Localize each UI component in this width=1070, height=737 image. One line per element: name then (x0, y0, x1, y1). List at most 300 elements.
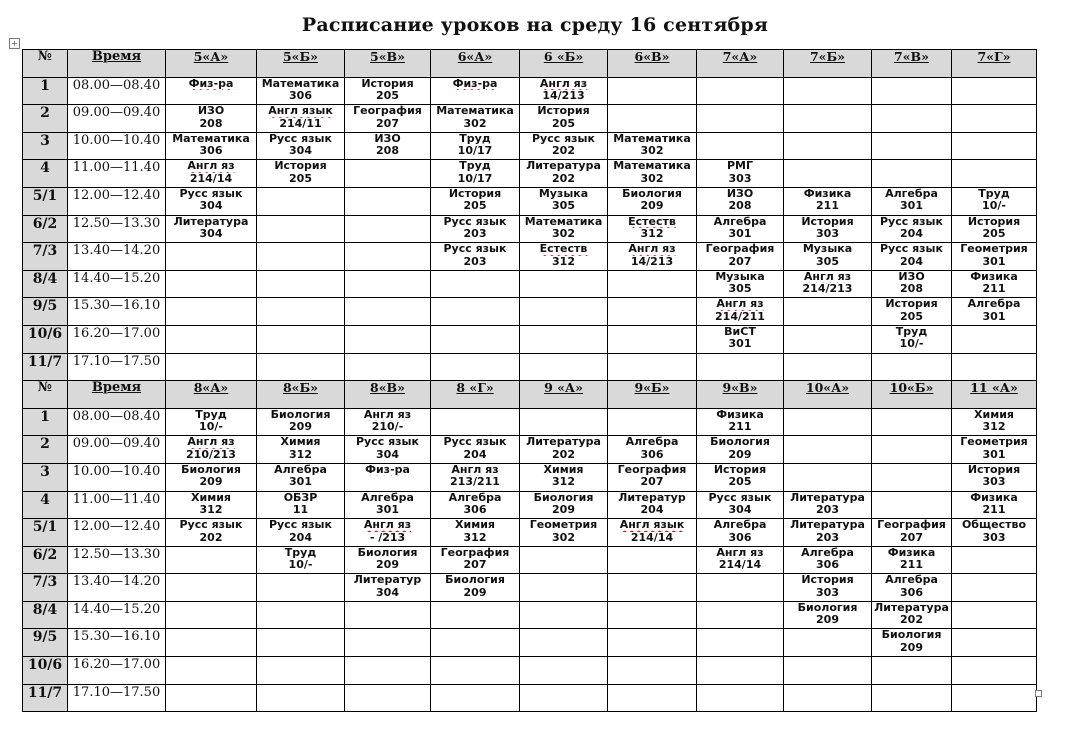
lesson-number: 7/3 (23, 243, 68, 271)
schedule-cell[interactable] (166, 160, 257, 188)
schedule-cell[interactable] (952, 325, 1037, 353)
schedule-cell[interactable] (257, 215, 345, 243)
schedule-cell[interactable] (872, 105, 952, 133)
schedule-cell[interactable] (608, 601, 697, 629)
schedule-cell[interactable] (431, 519, 520, 547)
schedule-cell[interactable] (257, 574, 345, 602)
room-number: 211 (900, 559, 923, 572)
room-number: 312 (463, 531, 487, 544)
schedule-cell[interactable] (784, 601, 872, 629)
class-header: 9 «А» (520, 381, 608, 409)
subject-name: Труд (895, 325, 928, 338)
room-number: 304 (199, 200, 223, 213)
schedule-cell[interactable] (608, 243, 697, 271)
schedule-cell[interactable] (608, 657, 697, 685)
schedule-cell[interactable] (608, 519, 697, 547)
schedule-cell[interactable] (345, 519, 431, 547)
room-number: 207 (728, 255, 752, 268)
schedule-cell[interactable] (520, 187, 608, 215)
schedule-cell[interactable] (952, 187, 1037, 215)
schedule-cell[interactable] (166, 684, 257, 712)
schedule-cell[interactable] (872, 657, 952, 685)
schedule-cell[interactable] (784, 629, 872, 657)
schedule-cell[interactable] (345, 187, 431, 215)
subject-name: Англ яз (716, 546, 764, 559)
table-row (23, 270, 1037, 298)
schedule-cell[interactable] (166, 657, 257, 685)
schedule-cell[interactable] (431, 187, 520, 215)
schedule-cell[interactable] (697, 601, 784, 629)
room-number: 11 (292, 504, 309, 516)
schedule-cell[interactable] (257, 408, 345, 436)
lesson-time: 12.50—13.30 (68, 215, 166, 243)
schedule-cell[interactable] (872, 601, 952, 629)
schedule-cell[interactable] (952, 215, 1037, 243)
schedule-cell[interactable] (872, 215, 952, 243)
subject-name: Математика (261, 77, 340, 90)
room-number: 214/14 (718, 559, 762, 572)
schedule-cell[interactable] (952, 684, 1037, 712)
schedule-cell[interactable] (608, 546, 697, 574)
schedule-cell[interactable] (166, 463, 257, 491)
schedule-cell[interactable] (520, 243, 608, 271)
subject-name: Англ язык (619, 519, 685, 532)
room-number: 312 (199, 504, 223, 516)
schedule-cell[interactable] (166, 270, 257, 298)
schedule-cell[interactable] (784, 105, 872, 133)
room-number: 302 (640, 145, 664, 158)
room-number: 203 (463, 255, 487, 268)
schedule-cell[interactable] (872, 491, 952, 519)
subject-name: Музыка (538, 187, 589, 200)
schedule-cell[interactable] (257, 629, 345, 657)
schedule-cell[interactable] (784, 187, 872, 215)
schedule-cell[interactable] (345, 77, 431, 105)
schedule-cell[interactable] (166, 436, 257, 464)
schedule-cell[interactable] (608, 325, 697, 353)
schedule-cell[interactable] (431, 408, 520, 436)
schedule-cell[interactable] (608, 132, 697, 160)
schedule-cell[interactable] (345, 243, 431, 271)
schedule-cell[interactable] (697, 243, 784, 271)
schedule-cell[interactable] (257, 243, 345, 271)
schedule-cell[interactable] (431, 684, 520, 712)
schedule-cell[interactable] (872, 629, 952, 657)
subject-name: Литература (173, 215, 249, 228)
schedule-cell[interactable] (345, 629, 431, 657)
table-row (23, 463, 1037, 491)
schedule-cell[interactable] (431, 77, 520, 105)
schedule-cell[interactable] (608, 463, 697, 491)
schedule-cell[interactable] (608, 574, 697, 602)
room-number: 312 (552, 255, 575, 268)
schedule-cell[interactable] (166, 601, 257, 629)
schedule-cell[interactable] (345, 684, 431, 712)
schedule-cell[interactable] (520, 353, 608, 381)
schedule-cell[interactable] (431, 105, 520, 133)
schedule-cell[interactable] (257, 270, 345, 298)
schedule-cell[interactable] (345, 132, 431, 160)
schedule-cell[interactable] (952, 519, 1037, 547)
schedule-cell[interactable] (520, 325, 608, 353)
subject-name: Русс язык (532, 132, 595, 145)
subject-name: Алгебра (885, 574, 938, 587)
time-header: Время (68, 50, 166, 78)
schedule-cell[interactable] (520, 574, 608, 602)
schedule-cell[interactable] (257, 436, 345, 464)
schedule-cell[interactable] (952, 629, 1037, 657)
schedule-cell[interactable] (166, 353, 257, 381)
schedule-cell[interactable] (872, 298, 952, 326)
schedule-cell[interactable] (520, 77, 608, 105)
schedule-cell[interactable] (608, 160, 697, 188)
schedule-cell[interactable] (872, 574, 952, 602)
schedule-cell[interactable] (520, 491, 608, 519)
room-number: 208 (728, 200, 752, 213)
schedule-cell[interactable] (697, 160, 784, 188)
schedule-cell[interactable] (872, 325, 952, 353)
schedule-cell[interactable] (784, 77, 872, 105)
schedule-cell[interactable] (520, 684, 608, 712)
schedule-cell[interactable] (872, 546, 952, 574)
schedule-cell[interactable] (697, 436, 784, 464)
schedule-cell[interactable] (697, 574, 784, 602)
room-number: 207 (376, 117, 399, 130)
schedule-cell[interactable] (345, 325, 431, 353)
schedule-cell[interactable] (784, 574, 872, 602)
schedule-cell[interactable] (872, 160, 952, 188)
lesson-number: 4 (23, 160, 68, 188)
schedule-cell[interactable] (952, 243, 1037, 271)
schedule-cell[interactable] (784, 270, 872, 298)
schedule-cell[interactable] (608, 77, 697, 105)
schedule-cell[interactable] (431, 436, 520, 464)
room-number: 10/17 (457, 172, 493, 185)
schedule-cell[interactable] (520, 436, 608, 464)
room-number: 10/17 (457, 145, 493, 158)
schedule-cell[interactable] (257, 77, 345, 105)
schedule-cell[interactable] (608, 491, 697, 519)
table-move-handle-icon[interactable]: + (9, 38, 20, 49)
schedule-cell[interactable] (431, 160, 520, 188)
table-row (23, 187, 1037, 215)
schedule-cell[interactable] (431, 629, 520, 657)
schedule-cell[interactable] (697, 463, 784, 491)
schedule-cell[interactable] (345, 546, 431, 574)
subject-name: Естеств (539, 243, 588, 256)
schedule-cell[interactable] (784, 215, 872, 243)
schedule-cell[interactable] (520, 629, 608, 657)
schedule-cell[interactable] (608, 353, 697, 381)
lesson-time: 12.00—12.40 (68, 187, 166, 215)
schedule-cell[interactable] (257, 519, 345, 547)
schedule-cell[interactable] (697, 132, 784, 160)
class-header: 8«Б» (257, 381, 345, 409)
schedule-cell[interactable] (431, 215, 520, 243)
schedule-cell[interactable] (257, 463, 345, 491)
schedule-cell[interactable] (697, 629, 784, 657)
schedule-cell[interactable] (257, 684, 345, 712)
schedule-cell[interactable] (872, 270, 952, 298)
schedule-cell[interactable] (784, 546, 872, 574)
lesson-time: 15.30—16.10 (68, 298, 166, 326)
lesson-number: 10/6 (23, 657, 68, 685)
schedule-cell[interactable] (952, 408, 1037, 436)
room-number: 214/14 (189, 172, 233, 185)
schedule-cell[interactable] (166, 546, 257, 574)
subject-name: Литератур (618, 491, 686, 504)
schedule-cell[interactable] (608, 684, 697, 712)
schedule-cell[interactable] (608, 105, 697, 133)
room-number: 204 (900, 255, 923, 268)
subject-name: Математика (613, 132, 691, 145)
lesson-time: 17.10—17.50 (68, 684, 166, 712)
lesson-time: 08.00—08.40 (68, 77, 166, 105)
schedule-cell[interactable] (608, 298, 697, 326)
schedule-cell[interactable] (345, 601, 431, 629)
schedule-cell[interactable] (952, 270, 1037, 298)
schedule-cell[interactable] (697, 187, 784, 215)
class-header: 9«В» (697, 381, 784, 409)
subject-name: Музыка (802, 243, 853, 256)
schedule-cell[interactable] (784, 684, 872, 712)
schedule-cell[interactable] (166, 298, 257, 326)
room-number: 305 (552, 200, 575, 213)
subject-name: ВиСТ (724, 325, 756, 338)
schedule-cell[interactable] (872, 463, 952, 491)
schedule-cell[interactable] (784, 353, 872, 381)
schedule-cell[interactable] (166, 77, 257, 105)
schedule-cell[interactable] (257, 657, 345, 685)
subject-name: ИЗО (374, 132, 401, 145)
schedule-cell[interactable] (257, 546, 345, 574)
schedule-cell[interactable] (697, 546, 784, 574)
schedule-cell[interactable] (431, 325, 520, 353)
schedule-cell[interactable] (784, 325, 872, 353)
schedule-cell[interactable] (952, 436, 1037, 464)
schedule-cell[interactable] (952, 601, 1037, 629)
schedule-cell[interactable] (520, 298, 608, 326)
schedule-cell[interactable] (520, 270, 608, 298)
schedule-cell[interactable] (345, 270, 431, 298)
subject-name: Химия (543, 463, 584, 476)
schedule-cell[interactable] (345, 491, 431, 519)
schedule-cell[interactable] (608, 629, 697, 657)
schedule-cell[interactable] (784, 160, 872, 188)
lesson-time: 11.00—11.40 (68, 491, 166, 519)
schedule-cell[interactable] (345, 408, 431, 436)
room-number: 203 (463, 228, 487, 241)
schedule-cell[interactable] (345, 353, 431, 381)
schedule-cell[interactable] (257, 298, 345, 326)
room-number: 205 (289, 172, 312, 185)
room-number: 202 (552, 145, 575, 158)
schedule-cell[interactable] (697, 105, 784, 133)
schedule-cell[interactable] (608, 408, 697, 436)
schedule-cell[interactable] (431, 657, 520, 685)
schedule-cell[interactable] (697, 270, 784, 298)
schedule-cell[interactable] (520, 105, 608, 133)
subject-name: Англ яз (539, 77, 588, 90)
schedule-cell[interactable] (520, 408, 608, 436)
schedule-cell[interactable] (872, 684, 952, 712)
schedule-cell[interactable] (520, 160, 608, 188)
schedule-cell[interactable] (345, 574, 431, 602)
schedule-cell[interactable] (872, 353, 952, 381)
schedule-cell[interactable] (257, 601, 345, 629)
class-header: 11 «А» (952, 381, 1037, 409)
schedule-cell[interactable] (784, 491, 872, 519)
schedule-cell[interactable] (166, 574, 257, 602)
schedule-cell[interactable] (952, 574, 1037, 602)
schedule-cell[interactable] (872, 408, 952, 436)
schedule-cell[interactable] (952, 463, 1037, 491)
subject-name: Алгебра (885, 187, 938, 200)
schedule-cell[interactable] (520, 601, 608, 629)
schedule-cell[interactable] (166, 491, 257, 519)
schedule-cell[interactable] (697, 325, 784, 353)
schedule-cell[interactable] (952, 77, 1037, 105)
subject-name: Англ яз (187, 160, 235, 173)
lesson-time: 09.00—09.40 (68, 105, 166, 133)
schedule-cell[interactable] (345, 215, 431, 243)
schedule-cell[interactable] (872, 243, 952, 271)
schedule-cell[interactable] (345, 160, 431, 188)
schedule-cell[interactable] (697, 491, 784, 519)
schedule-cell[interactable] (872, 77, 952, 105)
schedule-cell[interactable] (345, 436, 431, 464)
schedule-cell[interactable] (431, 574, 520, 602)
table-resize-handle-icon[interactable] (1035, 690, 1042, 697)
schedule-cell[interactable] (166, 243, 257, 271)
schedule-cell[interactable] (257, 160, 345, 188)
schedule-cell[interactable] (520, 215, 608, 243)
schedule-cell[interactable] (345, 105, 431, 133)
subject-name: Геометрия (960, 436, 1028, 449)
subject-name: Англ яз (363, 408, 412, 421)
schedule-cell[interactable] (345, 298, 431, 326)
schedule-cell[interactable] (166, 408, 257, 436)
schedule-cell[interactable] (166, 629, 257, 657)
schedule-cell[interactable] (697, 298, 784, 326)
table-row (23, 243, 1037, 271)
schedule-cell[interactable] (697, 353, 784, 381)
lesson-number: 2 (23, 105, 68, 133)
schedule-cell[interactable] (952, 657, 1037, 685)
schedule-cell[interactable] (697, 77, 784, 105)
schedule-cell[interactable] (608, 187, 697, 215)
schedule-cell[interactable] (784, 298, 872, 326)
class-header: 6«В» (608, 50, 697, 78)
room-number: 204 (900, 228, 923, 241)
schedule-cell[interactable] (431, 353, 520, 381)
schedule-cell[interactable] (520, 519, 608, 547)
schedule-cell[interactable] (952, 298, 1037, 326)
schedule-cell[interactable] (166, 105, 257, 133)
schedule-cell[interactable] (257, 353, 345, 381)
schedule-cell[interactable] (257, 105, 345, 133)
schedule-cell[interactable] (431, 132, 520, 160)
schedule-cell[interactable] (952, 353, 1037, 381)
schedule-cell[interactable] (166, 215, 257, 243)
schedule-cell[interactable] (872, 436, 952, 464)
schedule-cell[interactable] (166, 132, 257, 160)
schedule-cell[interactable] (431, 243, 520, 271)
room-number: 305 (728, 283, 752, 296)
schedule-cell[interactable] (608, 270, 697, 298)
schedule-cell[interactable] (697, 519, 784, 547)
schedule-cell[interactable] (431, 546, 520, 574)
schedule-cell[interactable] (784, 519, 872, 547)
schedule-cell[interactable] (872, 187, 952, 215)
schedule-cell[interactable] (520, 546, 608, 574)
schedule-cell[interactable] (784, 436, 872, 464)
schedule-cell[interactable] (784, 132, 872, 160)
schedule-cell[interactable] (872, 132, 952, 160)
table-row (23, 519, 1037, 547)
schedule-cell[interactable] (608, 436, 697, 464)
schedule-cell[interactable] (697, 657, 784, 685)
schedule-cell[interactable] (431, 463, 520, 491)
lesson-number: 4 (23, 491, 68, 519)
schedule-cell[interactable] (257, 187, 345, 215)
schedule-cell[interactable] (697, 408, 784, 436)
schedule-cell[interactable] (784, 243, 872, 271)
schedule-cell[interactable] (345, 463, 431, 491)
room-number: 302 (552, 531, 575, 544)
schedule-cell[interactable] (520, 132, 608, 160)
schedule-cell[interactable] (952, 546, 1037, 574)
room-number: 304 (728, 504, 752, 516)
room-number: 207 (640, 476, 664, 489)
subject-name: Физ-ра (188, 77, 234, 90)
room-number: 205 (728, 476, 752, 489)
room-number: 209 (728, 448, 752, 461)
schedule-cell[interactable] (952, 132, 1037, 160)
schedule-cell[interactable] (345, 657, 431, 685)
schedule-cell[interactable] (608, 215, 697, 243)
schedule-cell[interactable] (166, 187, 257, 215)
schedule-cell[interactable] (697, 215, 784, 243)
lesson-number: 10/6 (23, 325, 68, 353)
schedule-cell[interactable] (697, 684, 784, 712)
subject-name: Химия (455, 519, 495, 532)
schedule-cell[interactable] (166, 519, 257, 547)
schedule-cell[interactable] (431, 270, 520, 298)
schedule-cell[interactable] (784, 408, 872, 436)
schedule-cell[interactable] (431, 491, 520, 519)
schedule-cell[interactable] (257, 132, 345, 160)
schedule-cell[interactable] (257, 491, 345, 519)
schedule-cell[interactable] (872, 519, 952, 547)
schedule-cell[interactable] (431, 601, 520, 629)
room-number: 209 (289, 421, 312, 434)
schedule-cell[interactable] (952, 160, 1037, 188)
schedule-cell[interactable] (520, 657, 608, 685)
schedule-cell[interactable] (166, 325, 257, 353)
schedule-cell[interactable] (784, 463, 872, 491)
subject-name: Англ яз (451, 463, 499, 476)
schedule-cell[interactable] (952, 105, 1037, 133)
room-number: 202 (552, 448, 575, 461)
room-number: 209 (199, 476, 223, 489)
schedule-cell[interactable] (431, 298, 520, 326)
schedule-cell[interactable] (952, 491, 1037, 519)
schedule-cell[interactable] (257, 325, 345, 353)
lesson-number: 1 (23, 408, 68, 436)
schedule-cell[interactable] (520, 463, 608, 491)
schedule-cell[interactable] (784, 657, 872, 685)
